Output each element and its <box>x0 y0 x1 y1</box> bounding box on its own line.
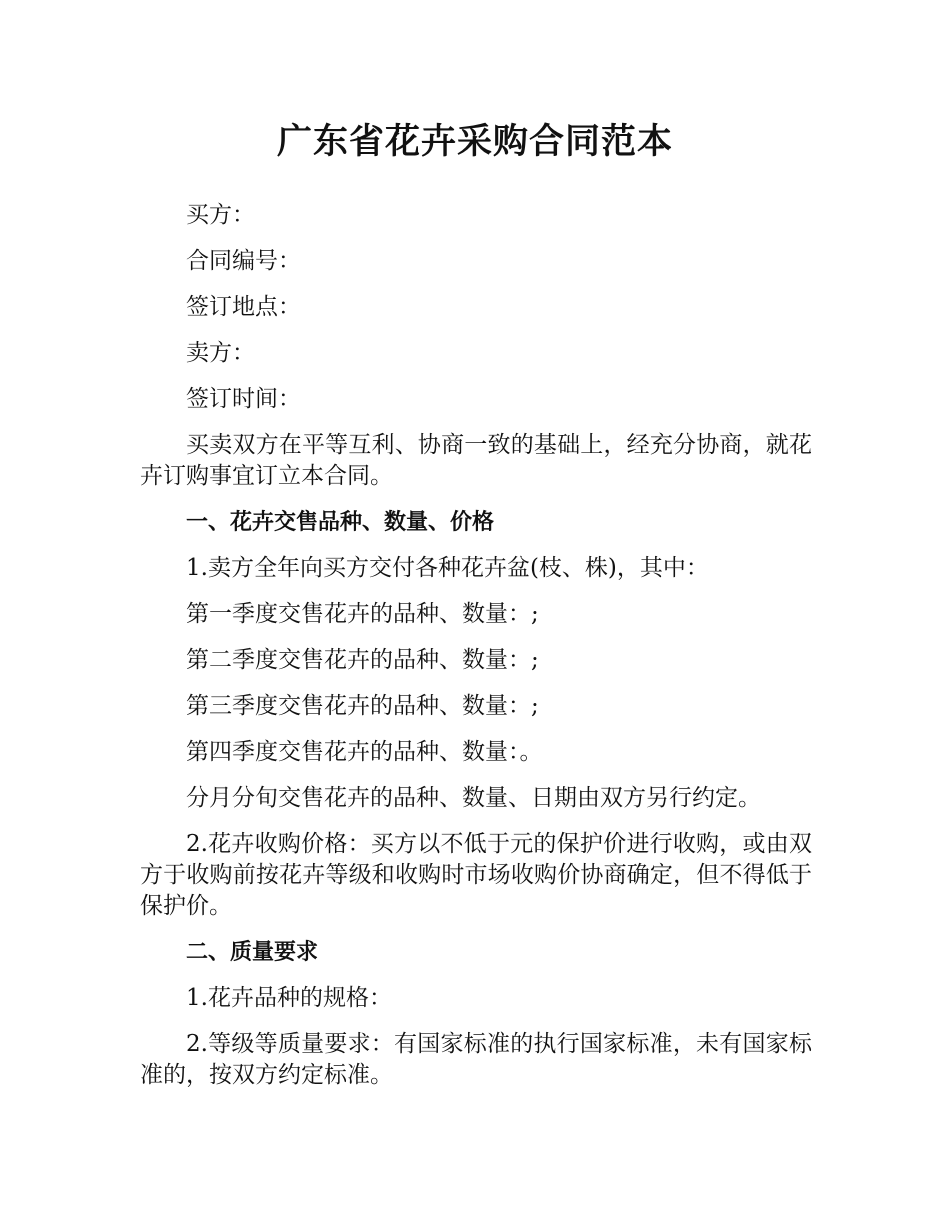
clause-2-2: 2.等级等质量要求：有国家标准的执行国家标准，未有国家标准的，按双方约定标准。 <box>140 1031 812 1088</box>
clause-1-2: 2.花卉收购价格：买方以不低于元的保护价进行收购，或由双方于收购前按花卉等级和收购时市场收购价协商确定，但不得低于保护价。 <box>140 831 812 919</box>
quarter-3-line: 第三季度交售花卉的品种、数量：; <box>186 693 539 719</box>
quarter-4-line: 第四季度交售花卉的品种、数量：。 <box>186 739 543 765</box>
preamble-paragraph: 买卖双方在平等互利、协商一致的基础上，经充分协商，就花卉订购事宜订立本合同。 <box>140 432 812 489</box>
clause-1-1: 1.卖方全年向买方交付各种花卉盆(枝、株)，其中： <box>186 555 709 581</box>
section-heading-2: 二、质量要求 <box>186 940 319 965</box>
section-heading-1: 一、花卉交售品种、数量、价格 <box>186 510 495 535</box>
clause-2-1: 1.花卉品种的规格： <box>186 985 392 1011</box>
quarter-2-line: 第二季度交售花卉的品种、数量：; <box>186 647 539 673</box>
contract-number-field: 合同编号： <box>186 248 301 274</box>
monthly-schedule-line: 分月分旬交售花卉的品种、数量、日期由双方另行约定。 <box>186 785 761 811</box>
document-title: 广东省花卉采购合同范本 <box>276 122 673 162</box>
quarter-1-line: 第一季度交售花卉的品种、数量：; <box>186 601 539 627</box>
document-body <box>140 200 812 1106</box>
signing-place-field: 签订地点： <box>186 294 301 320</box>
buyer-field: 买方： <box>186 202 255 228</box>
seller-field: 卖方： <box>186 340 255 366</box>
signing-time-field: 签订时间： <box>186 386 301 412</box>
